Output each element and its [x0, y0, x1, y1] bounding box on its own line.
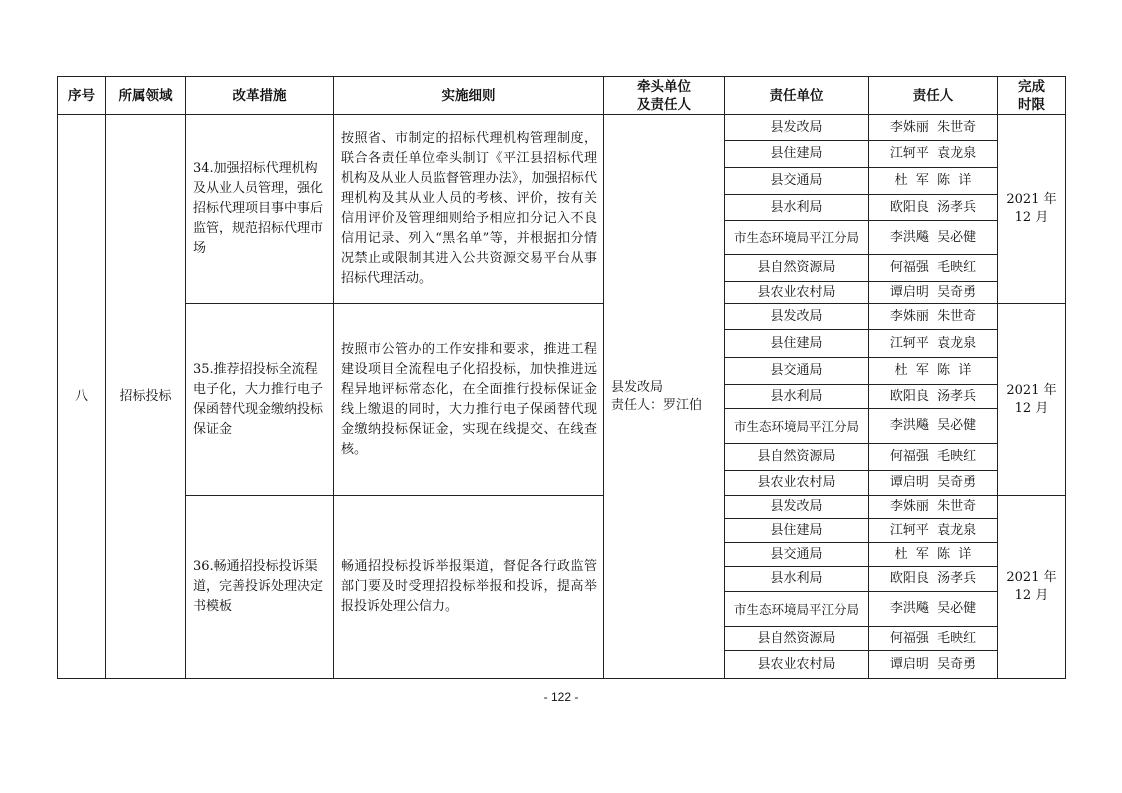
responsible-unit: 市生态环境局平江分局 — [725, 221, 869, 255]
responsible-unit: 县自然资源局 — [725, 444, 869, 471]
responsible-unit: 县发改局 — [725, 115, 869, 141]
responsible-person: 李姝丽 朱世奇 — [869, 304, 998, 330]
responsible-unit: 市生态环境局平江分局 — [725, 592, 869, 627]
table-row — [58, 496, 1066, 519]
deadline-year: 2021 年 — [1006, 382, 1057, 398]
deadline-year: 2021 年 — [1006, 570, 1057, 585]
responsible-unit: 县水利局 — [725, 385, 869, 409]
reform-measure: 36.畅通招投标投诉渠道，完善投诉处理决定书模板 — [186, 496, 334, 679]
responsible-person: 谭启明 吴奇勇 — [869, 651, 998, 679]
responsible-unit: 县水利局 — [725, 567, 869, 592]
col-header-detail: 实施细则 — [334, 77, 604, 115]
table-row — [58, 115, 1066, 141]
responsible-unit: 县交通局 — [725, 168, 869, 195]
lead-unit — [604, 115, 725, 679]
responsible-person: 江轲平 袁龙泉 — [869, 519, 998, 543]
page-number: - 122 - — [543, 690, 579, 704]
responsible-unit: 县自然资源局 — [725, 255, 869, 282]
deadline — [998, 115, 1066, 304]
responsible-person: 何福强 毛映红 — [869, 444, 998, 471]
col-header-resp-unit: 责任单位 — [725, 77, 869, 115]
lead-unit-name: 县发改局 — [611, 379, 664, 395]
deadline-year: 2021 年 — [1006, 192, 1057, 207]
responsible-person: 杜 军 陈 详 — [869, 543, 998, 567]
responsible-unit: 县农业农村局 — [725, 651, 869, 679]
responsible-person: 李洪飚 吴必健 — [869, 592, 998, 627]
responsible-person: 欧阳良 汤孝兵 — [869, 385, 998, 409]
responsible-unit: 县水利局 — [725, 195, 869, 221]
col-header-deadline — [998, 77, 1066, 115]
responsible-unit: 县农业农村局 — [725, 471, 869, 496]
responsible-person: 李洪飚 吴必健 — [869, 409, 998, 444]
deadline — [998, 496, 1066, 679]
col-header-lead — [604, 77, 725, 115]
col-header-lead-line1: 牵头单位 — [637, 78, 691, 95]
col-header-deadline-line2: 时限 — [1018, 96, 1045, 113]
responsible-unit: 县自然资源局 — [725, 627, 869, 651]
deadline-month: 12 月 — [1014, 210, 1049, 225]
row-seq: 八 — [58, 115, 106, 679]
lead-person: 责任人：罗江伯 — [611, 397, 703, 413]
reform-table — [57, 76, 1066, 679]
col-header-lead-line2: 及责任人 — [637, 96, 691, 113]
responsible-unit: 县交通局 — [725, 358, 869, 385]
responsible-person: 何福强 毛映红 — [869, 627, 998, 651]
row-field: 招标投标 — [106, 115, 186, 679]
responsible-person: 欧阳良 汤孝兵 — [869, 567, 998, 592]
col-header-resp-person: 责任人 — [869, 77, 998, 115]
implementation-detail: 按照市公管办的工作安排和要求，推进工程建设项目全流程电子化招投标，加快推进远程异地评标常态化，在全面推行投标保证金线上缴退的同时，大力推行电子保函替代现金缴纳投标保证金，实现在线提交、在线查核。 — [334, 304, 604, 496]
header-row — [58, 77, 1066, 115]
deadline-month: 12 月 — [1014, 588, 1049, 603]
responsible-unit: 县住建局 — [725, 519, 869, 543]
col-header-field: 所属领域 — [106, 77, 186, 115]
responsible-unit: 县住建局 — [725, 330, 869, 358]
responsible-person: 李姝丽 朱世奇 — [869, 496, 998, 519]
responsible-person: 何福强 毛映红 — [869, 255, 998, 282]
responsible-unit: 县住建局 — [725, 141, 869, 168]
responsible-unit: 县发改局 — [725, 304, 869, 330]
responsible-person: 谭启明 吴奇勇 — [869, 282, 998, 304]
implementation-detail: 按照省、市制定的招标代理机构管理制度，联合各责任单位牵头制订《平江县招标代理机构及从业人员监督管理办法》，加强招标代理机构及其从业人员的考核、评价，按有关信用评价及管理细则给予相应扣分记入不良信用记录、列入“黑名单”等，并根据扣分情况禁止或限制其进入公共资源交易平台从事招标代理活动。 — [334, 115, 604, 304]
responsible-person: 李姝丽 朱世奇 — [869, 115, 998, 141]
col-header-deadline-line1: 完成 — [1018, 78, 1045, 95]
responsible-person: 谭启明 吴奇勇 — [869, 471, 998, 496]
col-header-measure: 改革措施 — [186, 77, 334, 115]
responsible-person: 杜 军 陈 详 — [869, 358, 998, 385]
reform-measure: 34.加强招标代理机构及从业人员管理，强化招标代理项目事中事后监管，规范招标代理市场 — [186, 115, 334, 304]
responsible-person: 江轲平 袁龙泉 — [869, 330, 998, 358]
responsible-person: 欧阳良 汤孝兵 — [869, 195, 998, 221]
implementation-detail: 畅通招投标投诉举报渠道，督促各行政监管部门要及时受理招投标举报和投诉，提高举报投诉处理公信力。 — [334, 496, 604, 679]
responsible-person: 李洪飚 吴必健 — [869, 221, 998, 255]
responsible-unit: 市生态环境局平江分局 — [725, 409, 869, 444]
responsible-unit: 县交通局 — [725, 543, 869, 567]
deadline — [998, 304, 1066, 496]
responsible-unit: 县农业农村局 — [725, 282, 869, 304]
responsible-unit: 县发改局 — [725, 496, 869, 519]
responsible-person: 江轲平 袁龙泉 — [869, 141, 998, 168]
responsible-person: 杜 军 陈 详 — [869, 168, 998, 195]
col-header-seq: 序号 — [58, 77, 106, 115]
deadline-month: 12 月 — [1014, 400, 1049, 416]
reform-measure: 35.推荐招投标全流程电子化，大力推行电子保函替代现金缴纳投标保证金 — [186, 304, 334, 496]
table-row — [58, 304, 1066, 330]
